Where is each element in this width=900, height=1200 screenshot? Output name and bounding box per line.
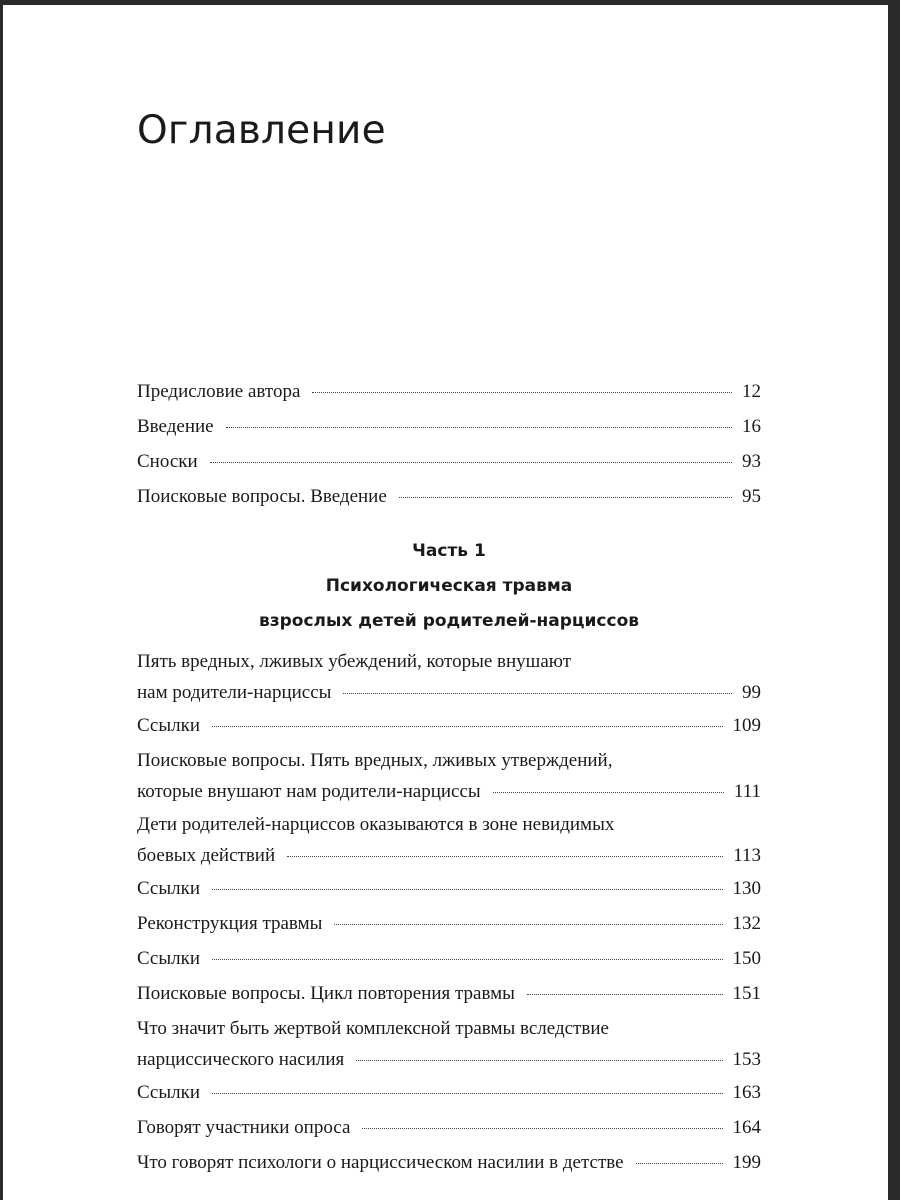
part-title-line1: Психологическая травма [325, 576, 573, 596]
toc-entry-title: Что говорят психологи о нарциссическом насилии в детстве [137, 1152, 624, 1173]
toc-intro-list [137, 376, 761, 516]
toc-entry-title-line1: Пять вредных, лживых убеждений, которые внушают [137, 651, 571, 672]
leader-dots [210, 462, 732, 463]
toc-entry[interactable] [137, 446, 761, 481]
leader-dots [287, 856, 723, 857]
toc-entry-page: 109 [732, 715, 761, 736]
page-border-right [888, 0, 900, 1200]
toc-entry[interactable] [137, 908, 761, 943]
toc-entry[interactable] [137, 1013, 761, 1077]
toc-entry[interactable] [137, 1112, 761, 1147]
toc-entry-title: Ссылки [137, 878, 200, 899]
toc-entry[interactable] [137, 376, 761, 411]
toc-entry-title: которые внушают нам родители-нарциссы [137, 781, 481, 802]
part-heading [137, 534, 761, 639]
toc-entry-title-line1: Поисковые вопросы. Пять вредных, лживых утверждений, [137, 750, 613, 771]
leader-dots [493, 792, 724, 793]
toc-entry[interactable] [137, 809, 761, 873]
page-title: Оглавление [137, 108, 386, 153]
leader-dots [212, 726, 723, 727]
toc-entry-page: 130 [732, 878, 761, 899]
part-label: Часть 1 [412, 541, 486, 561]
toc-entry[interactable] [137, 978, 761, 1013]
toc-entry-title: Говорят участники опроса [137, 1117, 351, 1138]
toc-entry-title: Ссылки [137, 948, 200, 969]
leader-dots [212, 1093, 723, 1094]
toc-entry-title: нам родители-нарциссы [137, 682, 332, 703]
toc-entry-title: Реконструкция травмы [137, 913, 323, 934]
leader-dots [212, 959, 723, 960]
toc-entry[interactable] [137, 411, 761, 446]
toc-entry[interactable] [137, 1077, 761, 1112]
leader-dots [334, 924, 722, 925]
toc-entry-page: 16 [742, 416, 761, 437]
leader-dots [343, 693, 732, 694]
toc-entry[interactable] [137, 481, 761, 516]
toc-entry-page: 199 [732, 1152, 761, 1173]
toc-entry-page: 111 [733, 781, 761, 802]
toc-entry[interactable] [137, 1147, 761, 1182]
toc-entry-page: 113 [733, 845, 761, 866]
leader-dots [212, 889, 723, 890]
toc-entry[interactable] [137, 943, 761, 978]
toc-entry-page: 12 [742, 381, 761, 402]
toc-entry[interactable] [137, 873, 761, 908]
toc-entry-title: Предисловие автора [137, 381, 301, 402]
toc-entry-page: 95 [742, 486, 761, 507]
toc-entry[interactable] [137, 646, 761, 710]
toc-entry-page: 132 [732, 913, 761, 934]
leader-dots [226, 427, 732, 428]
leader-dots [527, 994, 723, 995]
toc-entry-title-line1: Что значит быть жертвой комплексной травмы вследствие [137, 1018, 609, 1039]
toc-entry-title: Поисковые вопросы. Введение [137, 486, 387, 507]
part-title-line2: взрослых детей родителей-нарциссов [258, 611, 640, 631]
toc-entry-title: нарциссического насилия [137, 1049, 345, 1070]
toc-entry-title: Поисковые вопросы. Цикл повторения травмы [137, 983, 515, 1004]
toc-entry-page: 151 [732, 983, 761, 1004]
toc-entry-title: Ссылки [137, 715, 200, 736]
toc-part-list [137, 646, 761, 1182]
toc-entry[interactable] [137, 710, 761, 745]
toc-entry-title: Сноски [137, 451, 198, 472]
toc-entry-page: 150 [732, 948, 761, 969]
toc-entry-page: 153 [732, 1049, 761, 1070]
leader-dots [356, 1060, 722, 1061]
toc-entry-title-line1: Дети родителей-нарциссов оказываются в зоне невидимых [137, 814, 615, 835]
toc-entry-page: 93 [742, 451, 761, 472]
toc-entry-title: Введение [137, 416, 214, 437]
page-border-top [0, 0, 900, 5]
leader-dots [362, 1128, 722, 1129]
toc-entry[interactable] [137, 745, 761, 809]
leader-dots [312, 392, 732, 393]
toc-entry-title: боевых действий [137, 845, 276, 866]
toc-entry-page: 164 [732, 1117, 761, 1138]
leader-dots [399, 497, 732, 498]
toc-entry-page: 99 [742, 682, 761, 703]
page-border-left [0, 0, 3, 1200]
toc-entry-page: 163 [732, 1082, 761, 1103]
leader-dots [636, 1163, 723, 1164]
toc-entry-title: Ссылки [137, 1082, 200, 1103]
